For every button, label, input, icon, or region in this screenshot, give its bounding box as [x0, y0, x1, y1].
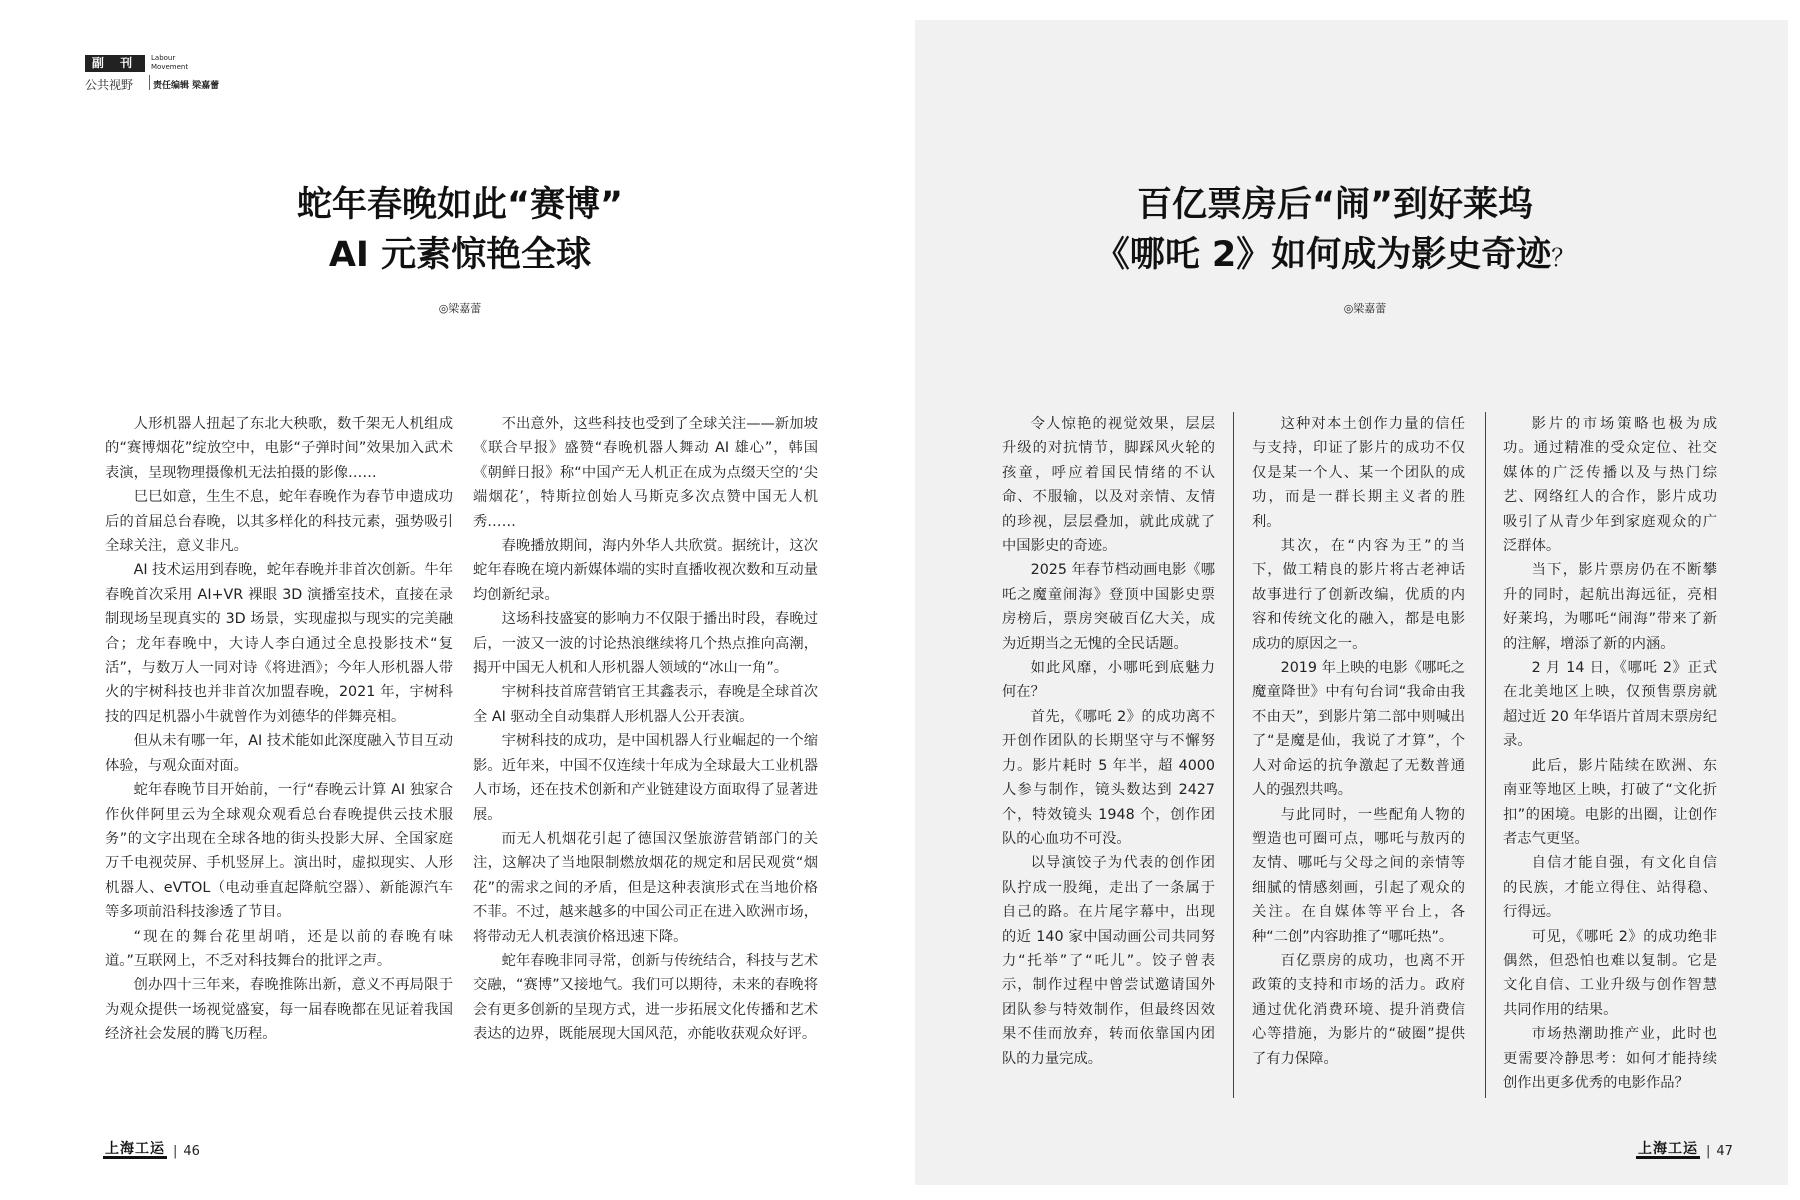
left-title-line2: AI 元素惊艳全球 — [328, 235, 592, 275]
paragraph: 而无人机烟花引起了德国汉堡旅游营销部门的关注，这解决了当地限制燃放烟花的规定和居民观赏“烟花”的需求之间的矛盾，但是这种表演形式在当地价格不菲。不过，越来越多的中国公司正在进入欧洲市场，将带动无人机表演价格迅速下降。 — [473, 830, 818, 945]
paragraph: 自信才能自强，有文化自信的民族，才能立得住、站得稳、行得远。 — [1503, 855, 1717, 921]
section-english — [151, 54, 188, 72]
paragraph: 但从未有哪一年，AI 技术能如此深度融入节目互动体验，与观众面对面。 — [105, 733, 453, 774]
paragraph: 影片的市场策略也极为成功。通过精准的受众定位、社交媒体的广泛传播以及与热门综艺、网络红人的合作，影片成功吸引了从青少年到家庭观众的广泛群体。 — [1503, 416, 1717, 555]
magazine-logo: 上海工运 — [1638, 1141, 1698, 1157]
footer-separator: | — [1706, 1143, 1711, 1159]
right-title-line2: 《哪吒 2》如何成为影史奇迹 — [1094, 235, 1552, 275]
column-divider — [1485, 412, 1486, 1098]
right-column-3 — [1503, 412, 1717, 1095]
paragraph: 其次，在“内容为王”的当下，做工精良的影片将古老神话故事进行了创新改编，优质的内容和传统文化的融入，都是电影成功的原因之一。 — [1252, 538, 1465, 652]
right-article-title — [985, 180, 1685, 283]
paragraph: 这场科技盛宴的影响力不仅限于播出时段，春晚过后，一波又一波的讨论热浪继续将几个热点推向高潮，揭开中国无人机和人形机器人领域的“冰山一角”。 — [473, 611, 818, 677]
paragraph: 这种对本土创作力量的信任与支持，印证了影片的成功不仅仅是某一个人、某一个团队的成功，而是一群长期主义者的胜利。 — [1252, 416, 1465, 530]
right-title-line2-wrap — [985, 230, 1685, 283]
paragraph: 春晚播放期间，海内外华人共欣赏。据统计，这次蛇年春晚在境内新媒体端的实时直播收视次数和互动量均创新纪录。 — [473, 538, 818, 603]
footer-separator: | — [173, 1143, 178, 1159]
paragraph: 蛇年春晚非同寻常，创新与传统结合，科技与艺术交融，“赛博”又接地气。我们可以期待，未来的春晚将会有更多创新的呈现方式，进一步拓展文化传播和艺术表达的边界，既能展现大国风范，亦能收获观众好评。 — [473, 952, 818, 1043]
responsible-editor: 责任编辑 梁嘉蕾 — [153, 81, 220, 91]
left-article-title — [150, 180, 770, 280]
paragraph: 2025 年春节档动画电影《哪吒之魔童闹海》登顶中国影史票房榜后，票房突破百亿大关，成为近期当之无愧的全民话题。 — [1002, 562, 1215, 652]
section-name: 公共视野 — [85, 78, 134, 92]
paragraph: 令人惊艳的视觉效果，层层升级的对抗情节，脚踩风火轮的孩童，呼应着国民情绪的不认命、不服输，以及对亲情、友情的珍视，层层叠加，就此成就了中国影史的奇迹。 — [1002, 416, 1215, 555]
left-footer — [103, 1143, 200, 1159]
paragraph: 创办四十三年来，春晚推陈出新，意义不再局限于为观众提供一场视觉盛宴，每一届春晚都在见证着我国经济社会发展的腾飞历程。 — [105, 977, 453, 1043]
left-column-2 — [473, 412, 818, 1047]
paragraph: 可见，《哪吒 2》的成功绝非偶然，但恐怕也难以复制。它是文化自信、工业升级与创作智慧共同作用的结果。 — [1503, 928, 1717, 1018]
paragraph: 当下，影片票房仍在不断攀升的同时，起航出海远征，亮相好莱坞，为哪吒“闹海”带来了新的注解，增添了新的内涵。 — [1503, 562, 1717, 652]
page-number-left: 46 — [183, 1143, 200, 1159]
right-title-question-mark: ？ — [1551, 244, 1576, 272]
paragraph: 宇树科技首席营销官王其鑫表示，春晚是全球首次全 AI 驱动全自动集群人形机器人公开表演。 — [473, 684, 818, 725]
column-divider — [1233, 412, 1234, 1098]
right-footer — [1636, 1143, 1733, 1159]
paragraph: 与此同时，一些配角人物的塑造也可圈可点，哪吒与敖丙的友情、哪吒与父母之间的亲情等细腻的情感刻画，引起了观众的关注。在自媒体等平台上，各种“二创”内容助推了“哪吒热”。 — [1252, 806, 1465, 945]
paragraph: 蛇年春晚节目开始前，一行“春晚云计算 AI 独家合作伙伴阿里云为全球观众观看总台春晚提供云技术服务”的文字出现在全球各地的街头投影大屏、全国家庭万千电视荧屏、手机竖屏上。演出时，虚拟现实、人形机器人、eVTOL（电动垂直起降航空器）、新能源汽车等多项前沿科技渗透了节目。 — [105, 782, 453, 921]
section-english-line1: Labour — [151, 54, 176, 62]
page-number-right: 47 — [1716, 1143, 1733, 1159]
section-badge: 副 刊 — [85, 55, 145, 72]
paragraph: 宇树科技的成功，是中国机器人行业崛起的一个缩影。近年来，中国不仅连续十年成为全球最大工业机器人市场，还在技术创新和产业链建设方面取得了显著进展。 — [473, 733, 818, 823]
paragraph: 人形机器人扭起了东北大秧歌，数千架无人机组成的“赛博烟花”绽放空中，电影“子弹时间”效果加入武术表演，呈现物理摄像机无法拍摄的影像…… — [105, 416, 453, 481]
left-title-line1: 蛇年春晚如此“赛博” — [296, 185, 623, 225]
right-byline: ◎梁嘉蕾 — [1343, 302, 1387, 315]
paragraph: 百亿票房的成功，也离不开政策的支持和市场的活力。政府通过优化消费环境、提升消费信心等措施，为影片的“破圈”提供了有力保障。 — [1252, 952, 1465, 1067]
right-column-1 — [1002, 412, 1215, 1071]
paragraph: 市场热潮助推产业，此时也更需要冷静思考：如何才能持续创作出更多优秀的电影作品？ — [1503, 1026, 1717, 1091]
paragraph: 首先，《哪吒 2》的成功离不开创作团队的长期坚守与不懈努力。影片耗时 5 年半，超 4000 人参与制作，镜头数达到 2427 个，特效镜头 1948 个，创作团队的心血功不可没。 — [1002, 708, 1215, 847]
paragraph: 以导演饺子为代表的创作团队拧成一股绳，走出了一条属于自己的路。在片尾字幕中，出现的近 140 家中国动画公司共同努力“托举”了“吒儿”。饺子曾表示，制作过程中曾尝试邀请国外团队参与特效制作，但最终因效果不佳而放弃，转而依靠国内团队的力量完成。 — [1002, 855, 1215, 1067]
paragraph: 巳巳如意，生生不息，蛇年春晚作为春节申遗成功后的首届总台春晚，以其多样化的科技元素，强势吸引全球关注，意义非凡。 — [105, 489, 453, 555]
left-column-1 — [105, 412, 453, 1047]
paragraph: 不出意外，这些科技也受到了全球关注——新加坡《联合早报》盛赞“春晚机器人舞动 AI 雄心”，韩国《朝鲜日报》称“中国产无人机正在成为点缀天空的‘尖端烟花’，特斯拉创始人马斯克多次点赞中国无人机秀…… — [473, 416, 818, 530]
paragraph: 2 月 14 日，《哪吒 2》正式在北美地区上映，仅预售票房就超过近 20 年华语片首周末票房纪录。 — [1503, 660, 1717, 750]
section-english-line2: Movement — [151, 63, 189, 71]
paragraph: AI 技术运用到春晚，蛇年春晚并非首次创新。牛年春晚首次采用 AI+VR 裸眼 3D 演播室技术，直接在录制现场呈现真实的 3D 场景，实现虚拟与现实的完美融合；龙年春晚中，大诗人李白通过全息投影技术“复活”，与数万人一同对诗《将进酒》；今年人形机器人带火的宇树科技也并非首次加盟春晚，2021 年，宇树科技的四足机器小牛就曾作为刘德华的伴舞亮相。 — [105, 562, 453, 725]
paragraph: 如此风靡，小哪吒到底魅力何在？ — [1002, 660, 1215, 701]
right-title-line1: 百亿票房后“闹”到好莱坞 — [1136, 185, 1533, 225]
left-byline: ◎梁嘉蕾 — [438, 302, 482, 315]
magazine-logo: 上海工运 — [105, 1141, 165, 1157]
header-divider — [149, 75, 150, 90]
paragraph: 此后，影片陆续在欧洲、东南亚等地区上映，打破了“文化折扣”的困境。电影的出圈，让创作者志气更坚。 — [1503, 757, 1717, 847]
right-column-2 — [1252, 412, 1465, 1071]
paragraph: 2019 年上映的电影《哪吒之魔童降世》中有句台词“我命由我不由天”，到影片第二部中则喊出了“是魔是仙，我说了才算”，个人对命运的抗争激起了无数普通人的强烈共鸣。 — [1252, 660, 1465, 799]
paragraph: “现在的舞台花里胡哨，还是以前的春晚有味道。”互联网上，不乏对科技舞台的批评之声。 — [105, 928, 453, 969]
